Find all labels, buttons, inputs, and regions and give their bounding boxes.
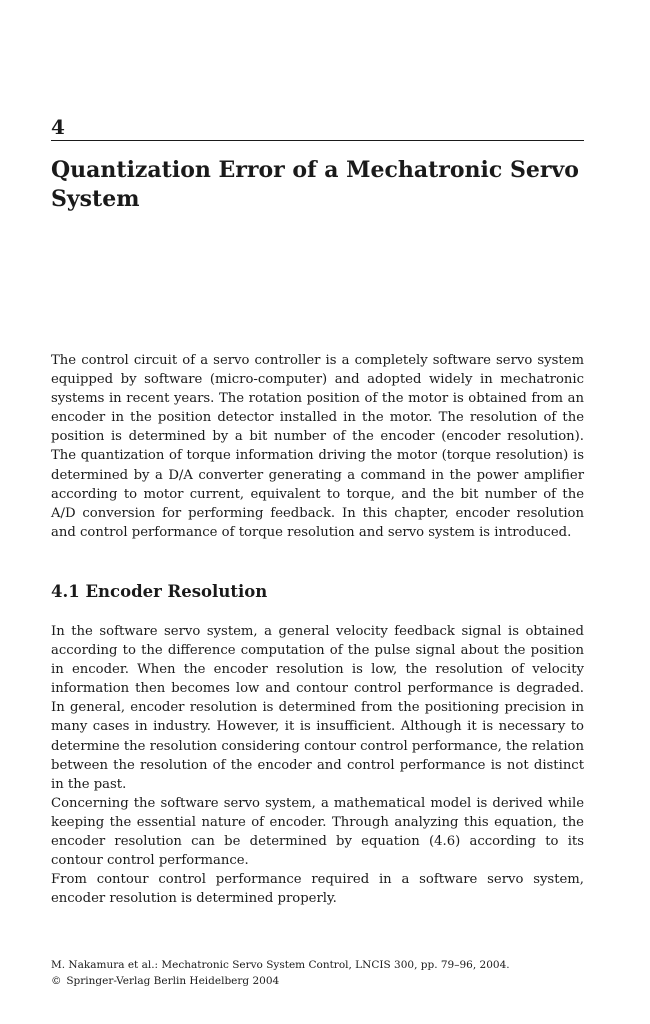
intro-paragraph: The control circuit of a servo controller is a completely software servo system equipped by software (micro-computer) and adopted widely in mechatronic systems in recent years. The rotation position of the motor is obtained from an encoder in the position detector installed in the motor. The resolution of the position is determined by a bit number of the encoder (encoder resolution). The quantization of torque information driving the motor (torque resolution) is determined by a D/A converter generating a command in the power amplifier according to motor current, equivalent to torque, and the bit number of the A/D conversion for performing feedback. In this chapter, encoder resolution and control performance of torque resolution and servo system is introduced.: [51, 353, 584, 540]
section-heading: 4.1 Encoder Resolution: [51, 582, 268, 601]
section-body: [51, 622, 584, 908]
chapter-number: 4: [51, 115, 65, 139]
footer-publisher: Springer-Verlag Berlin Heidelberg 2004: [66, 975, 280, 987]
section-paragraph: Concerning the software servo system, a mathematical model is derived while keeping the essential nature of encoder. Through analyzing this equation, the encoder resolution can be determined by equation (4.6) according to its contour control performance.: [51, 795, 584, 869]
footer-citation: M. Nakamura et al.: Mechatronic Servo System Control, LNCIS 300, pp. 79–96, 2004.: [51, 959, 510, 971]
section-paragraph: From contour control performance required in a software servo system, encoder resolution is determined properly.: [51, 872, 584, 907]
chapter-rule: [51, 140, 584, 141]
section-paragraph: In the software servo system, a general velocity feedback signal is obtained according to the difference computation of the pulse signal about the position in encoder. When the encoder resolution is low, the resolution of velocity information then becomes low and contour control performance is degraded. In general, encoder resolution is determined from the positioning precision in many cases in industry. However, it is insufficient. Although it is necessary to determine the resolution considering contour control performance, the relation between the resolution of the encoder and control performance is not distinct in the past.: [51, 624, 584, 792]
footer: [51, 957, 584, 989]
footer-copyright: [51, 973, 584, 989]
copyright-icon: ©: [51, 975, 62, 987]
chapter-title: Quantization Error of a Mechatronic Servo System: [51, 157, 579, 212]
